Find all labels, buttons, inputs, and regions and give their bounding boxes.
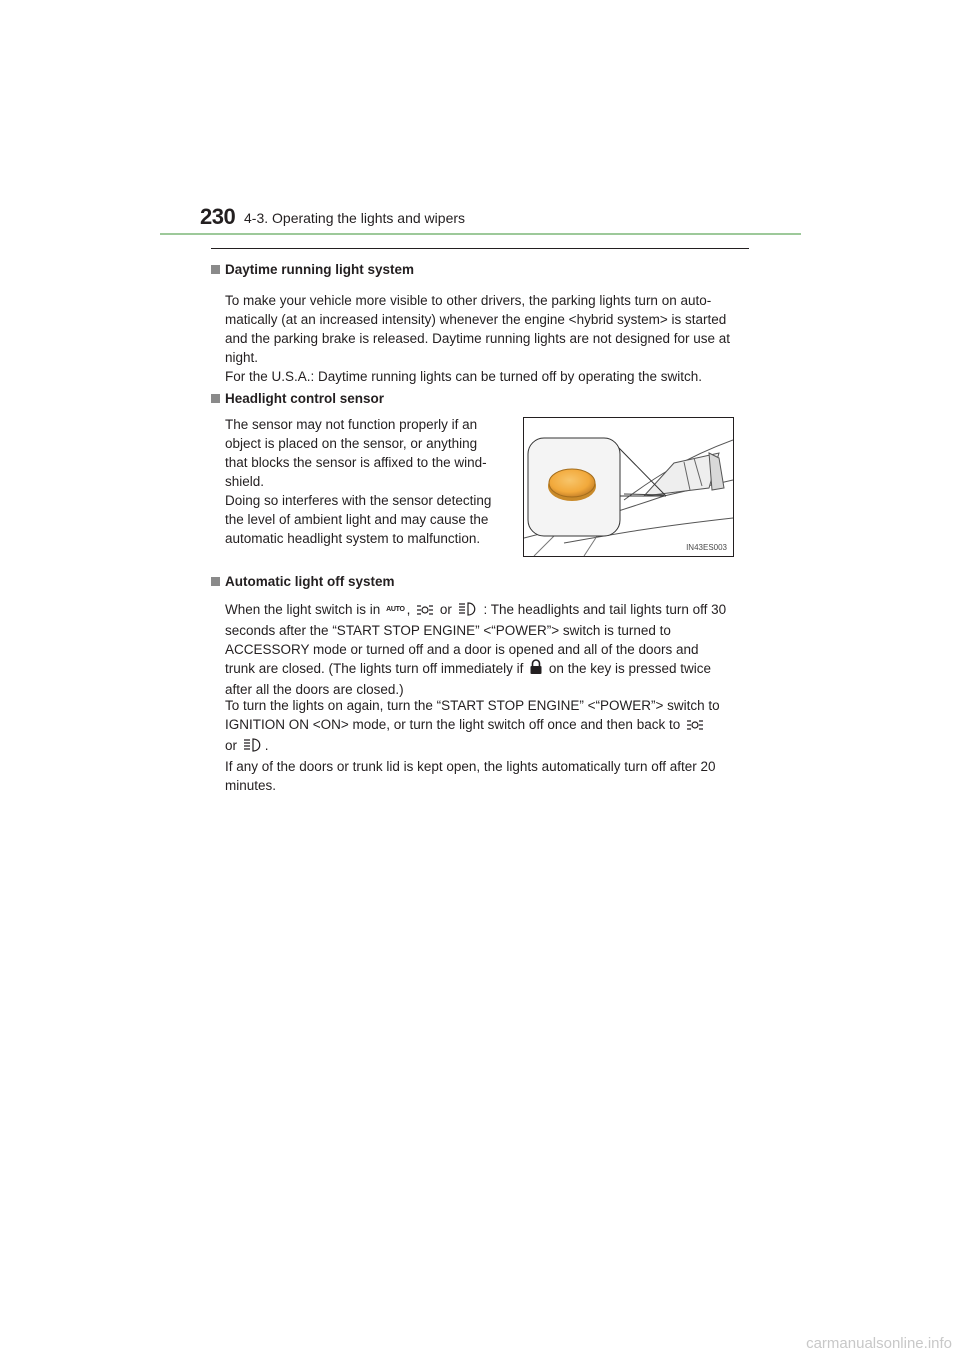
- footer-watermark: carmanualsonline.info: [806, 1335, 952, 1352]
- text-line: minutes.: [225, 778, 277, 793]
- content-rule: [211, 248, 749, 249]
- text-line: matically (at an increased intensity) whenever the engine <hybrid system> is started: [225, 312, 727, 327]
- inline-text: : The headlights and tail lights turn off 30: [483, 602, 727, 617]
- inline-text: or: [439, 602, 452, 617]
- parking-light-icon: [686, 717, 704, 736]
- sensor-illustration: [523, 417, 734, 557]
- daytime-paragraph: [225, 291, 745, 386]
- sensor-heading-text: Headlight control sensor: [225, 391, 385, 406]
- text-line: [225, 659, 745, 680]
- text-line: Doing so interferes with the sensor detecting: [225, 493, 492, 508]
- inline-text: ,: [406, 602, 411, 617]
- text-line: To make your vehicle more visible to other drivers, the parking lights turn on auto-: [225, 293, 712, 308]
- section-title: 4-3. Operating the lights and wipers: [244, 210, 466, 226]
- inline-text: .: [264, 738, 269, 753]
- text-line: ACCESSORY mode or turned off and a door is opened and all of the doors and: [225, 642, 699, 657]
- text-line: [225, 736, 745, 757]
- text-line: night.: [225, 350, 259, 365]
- headlight-icon: [458, 602, 478, 621]
- header-rule: [160, 233, 801, 235]
- daytime-heading-text: Daytime running light system: [225, 262, 415, 277]
- sensor-paragraph: [225, 415, 507, 548]
- sensor-heading: [211, 391, 384, 406]
- windshield-sensor-drawing: [524, 418, 733, 556]
- text-line: [225, 600, 745, 621]
- text-line: automatic headlight system to malfunction.: [225, 531, 481, 546]
- text-line: and the parking brake is released. Daytime running lights are not designed for use at: [225, 331, 731, 346]
- text-line: The sensor may not function properly if an: [225, 417, 478, 432]
- auto-icon: AUTO: [386, 606, 405, 613]
- text-line: the level of ambient light and may cause the: [225, 512, 489, 527]
- text-line: that blocks the sensor is affixed to the wind-: [225, 455, 487, 470]
- lock-icon: [529, 659, 543, 680]
- daytime-heading: [211, 262, 414, 277]
- inline-text: IGNITION ON <ON> mode, or turn the light switch off once and then back to: [225, 717, 681, 732]
- bullet-square-icon: [211, 577, 220, 586]
- text-line: To turn the lights on again, turn the “START STOP ENGINE” <“POWER”> switch to: [225, 698, 720, 713]
- text-line: For the U.S.A.: Daytime running lights can be turned off by operating the switch.: [225, 369, 703, 384]
- text-line: shield.: [225, 474, 265, 489]
- text-line: after all the doors are closed.): [225, 682, 404, 697]
- text-line: If any of the doors or trunk lid is kept open, the lights automatically turn off after 20: [225, 759, 716, 774]
- text-line: seconds after the “START STOP ENGINE” <“POWER”> switch is turned to: [225, 623, 671, 638]
- inline-text: trunk are closed. (The lights turn off immediately if: [225, 661, 524, 676]
- bullet-square-icon: [211, 265, 220, 274]
- auto-off-heading-text: Automatic light off system: [225, 574, 395, 589]
- parking-light-icon: [416, 602, 434, 621]
- figure-code: IN43ES003: [686, 543, 727, 552]
- auto-off-paragraph-1: [225, 600, 745, 699]
- bullet-square-icon: [211, 394, 220, 403]
- auto-off-paragraph-2: [225, 696, 745, 795]
- inline-text: or: [225, 738, 238, 753]
- page-number: 230: [200, 204, 236, 229]
- inline-text: When the light switch is in: [225, 602, 381, 617]
- auto-off-heading: [211, 574, 395, 589]
- text-line: object is placed on the sensor, or anything: [225, 436, 478, 451]
- inline-text: on the key is pressed twice: [548, 661, 712, 676]
- headlight-icon: [243, 738, 263, 757]
- text-line: [225, 715, 745, 736]
